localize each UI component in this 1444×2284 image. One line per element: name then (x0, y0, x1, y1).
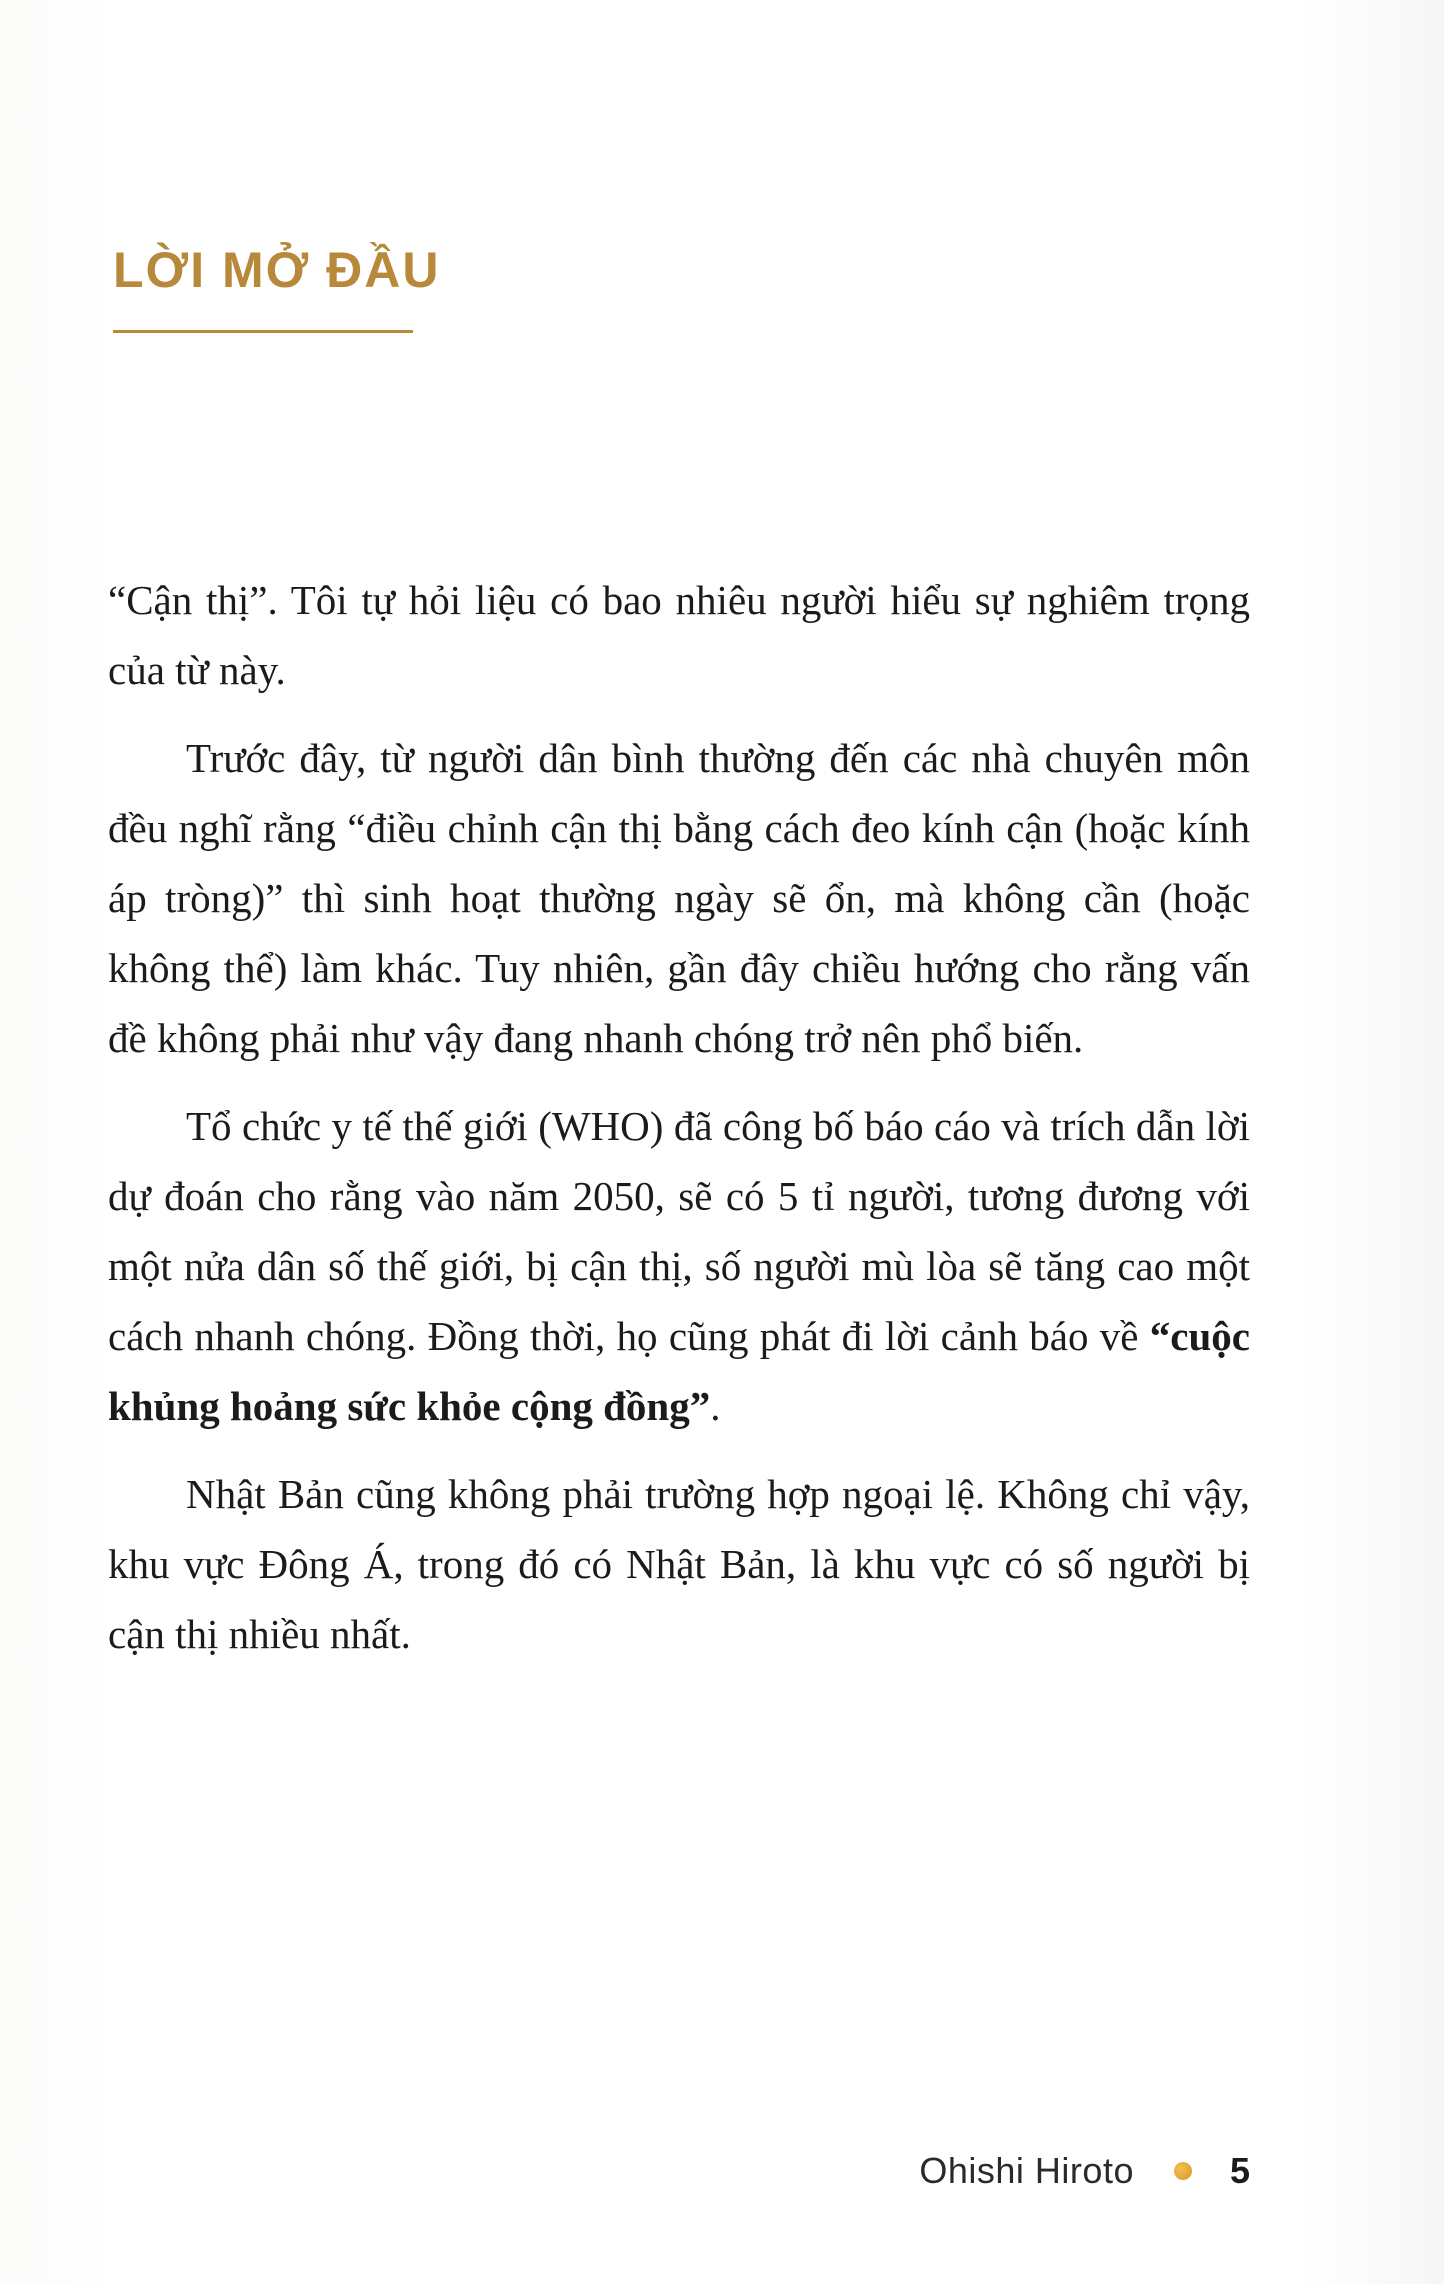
paragraph-1: “Cận thị”. Tôi tự hỏi liệu có bao nhiêu người hiểu sự nghiêm trọng của từ này. (108, 577, 1250, 693)
paragraph-4: Nhật Bản cũng không phải trường hợp ngoại lệ. Không chỉ vậy, khu vực Đông Á, trong đó có Nhật Bản, là khu vực có số người bị cận thị nhiều nhất. (108, 1471, 1250, 1657)
author-name: Ohishi Hiroto (919, 2150, 1134, 2191)
title-underline (113, 330, 413, 333)
paragraph-3-bold-phrase: “cuộc khủng hoảng sức khỏe cộng đồng” (108, 1313, 1250, 1429)
page-number: 5 (1229, 2150, 1250, 2191)
page-footer (919, 2150, 1250, 2192)
body-text (108, 565, 1250, 1687)
bullet-dot-icon (1174, 2162, 1192, 2180)
paragraph-3-end: . (710, 1383, 721, 1429)
chapter-title: LỜI MỞ ĐẦU (113, 242, 441, 298)
paragraph-2: Trước đây, từ người dân bình thường đến các nhà chuyên môn đều nghĩ rằng “điều chỉnh cận thị bằng cách đeo kính cận (hoặc kính áp tròng)” thì sinh hoạt thường ngày sẽ ổn, mà không cần (hoặc không thể) làm khác. Tuy nhiên, gần đây chiều hướng cho rằng vấn đề không phải như vậy đang nhanh chóng trở nên phổ biến. (108, 735, 1250, 1061)
paragraph-3 (108, 1091, 1250, 1441)
paragraph-3-text: Tổ chức y tế thế giới (WHO) đã công bố báo cáo và trích dẫn lời dự đoán cho rằng vào năm 2050, sẽ có 5 tỉ người, tương đương với một nửa dân số thế giới, bị cận thị, số người mù lòa sẽ tăng cao một cách nhanh chóng. Đồng thời, họ cũng phát đi lời cảnh báo về (108, 1103, 1250, 1359)
